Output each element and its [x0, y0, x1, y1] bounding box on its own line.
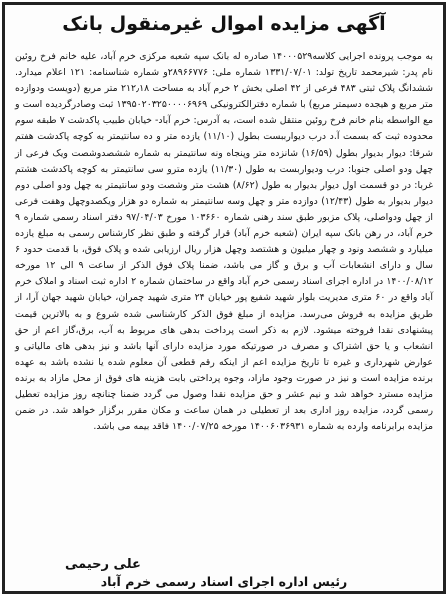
notice-title: آگهی مزایده اموال غیرمنقول بانک	[62, 13, 386, 35]
signer-title: رئیس اداره اجرای اسناد رسمی خرم آباد	[100, 574, 348, 589]
notice-body: به موجب پرونده اجرایی کلاسه۱۴۰۰۰۵۲۹ صادره له بانک سپه شعبه مرکزی خرم آباد، علیه خانم فرخ روئین نام پدر: شیرمحمد تاریخ تولد: ۱۳۳۱/۰۷/۰۱ شماره ملی: ۲۸۹۶۶۷۷۶و شماره شناسنامه: ۱۲۱ اعلام میدارد. ششدانگ پلاک ثبتی ۴۸۳ فرعی از ۴۲ اصلی بخش ۲ خرم آباد به مساحت ۲۱۲٫۱۸ متر مربع (دویست ودوازده متر مربع و هیجده دسیمتر مربع) با شماره دفترالکترونیکی ۱۳۹۵۰۲۰۳۲۵۰۰۰۰۶۹۶۹ ثبت وصادرگردیده است و مع الواسطه بنام خانم فرخ روئین منتقل شده است، به آدرس: خرم آباد- خیابان طبیب پاکدشت ۷ طبقه سوم محدوده ثبت که بسمت آ.د درب دیوارببست بطول (۱۱/۱۰) یازده متر و ده سانتیمتر به کوچه پاکدشت هفتم شرقا: دیوار بدیوار بطول (۱۶/۵۹) شانزده متر وپنجاه ونه سانتیمتر به شماره ششصدوشصت ویک فرعی از چهل ودو اصلی جنوبا: درب ودیواربست به طول (۱۱/۳۰) یازده مترو سی سانتیمتر به کوچه پاکدشت هشتم غربا: در دو قسمت اول دیوار بدیوار به طول (۸/۶۲) هشت متر وشصت ودو سانتیمتر به چهل ودو اصلی دوم دیوار بدیوار به طول (۱۲/۴۳) دوازده متر و چهل وسه سانتیمتر به شماره دو هزار ویکصدوچهل وهفت فرعی از چهل ودواصلی، پلاک مزبور طبق سند رهنی شماره ۱۰۳۶۶۰ مورخ ۹۷/۰۴/۰۳ دفتر اسناد رسمی شماره ۹ خرم آباد، در رهن بانک سپه ایران (شعبه خرم آباد) قرار گرفته و طبق نظر کارشناس رسمی به مبلغ یازده میلیارد و ششصد ونود و چهار میلیون و هشتصد وچهل هزار ریال ارزیابی شده و پلاک فوق، با قدمت حدود ۶ سال و دارای انشعابات آب و برق و گاز می باشد، ضمنا پلاک فوق الذکر از ساعت ۹ الی ۱۲ مورخه ۱۴۰۰/۰۸/۱۲ در اداره اجرای اسناد رسمی خرم آباد واقع در ساختمان شماره ۲ اداره ثبت اسناد و املاک خرم آباد واقع در ۶۰ متری مدیریت بلوار شهید شفیع پور خیابان ۲۴ متری شهید چمران، خیابان شهید جهان آرا، از طریق مزایده به فروش می‌رسد. مزایده از مبلغ فوق الذکر کارشناسی شده شروع و به بالاترین قیمت پیشنهادی نقدا فروخته میشود. لازم به ذکر است پرداخت بدهی های مربوط به آب، برق،گاز اعم از حق انشعاب و یا حق اشتراک و مصرف در صورتیکه مورد مزایده دارای آنها باشد و نیز بدهی های مالیاتی و عوارض شهرداری و غیره تا تاریخ مزایده اعم از اینکه رقم قطعی آن معلوم شده یا نشده باشد به عهده برنده مزایده است و نیز در صورت وجود مازاد، وجوه پرداختی بابت هزینه های فوق از محل مازاد به برنده مزایده مسترد خواهد شد و نیم عشر و حق مزایده نقدا وصول می گردد ضمنا چنانچه روز مزایده تعطیل رسمی گردد، مزایده روز اداری بعد از تعطیلی در همان ساعت و مکان مقرر برگزار خواهد شد. در ضمن مزایده برابرنامه وارده به شماره ۱۴۰۰۶۰۳۶۹۳۱ مورخه ۱۴۰۰/۰۷/۲۵ فاقد بیمه می باشد.	[15, 51, 434, 433]
notice-frame	[2, 2, 446, 594]
signer-name: علی رحیمی	[65, 557, 141, 572]
